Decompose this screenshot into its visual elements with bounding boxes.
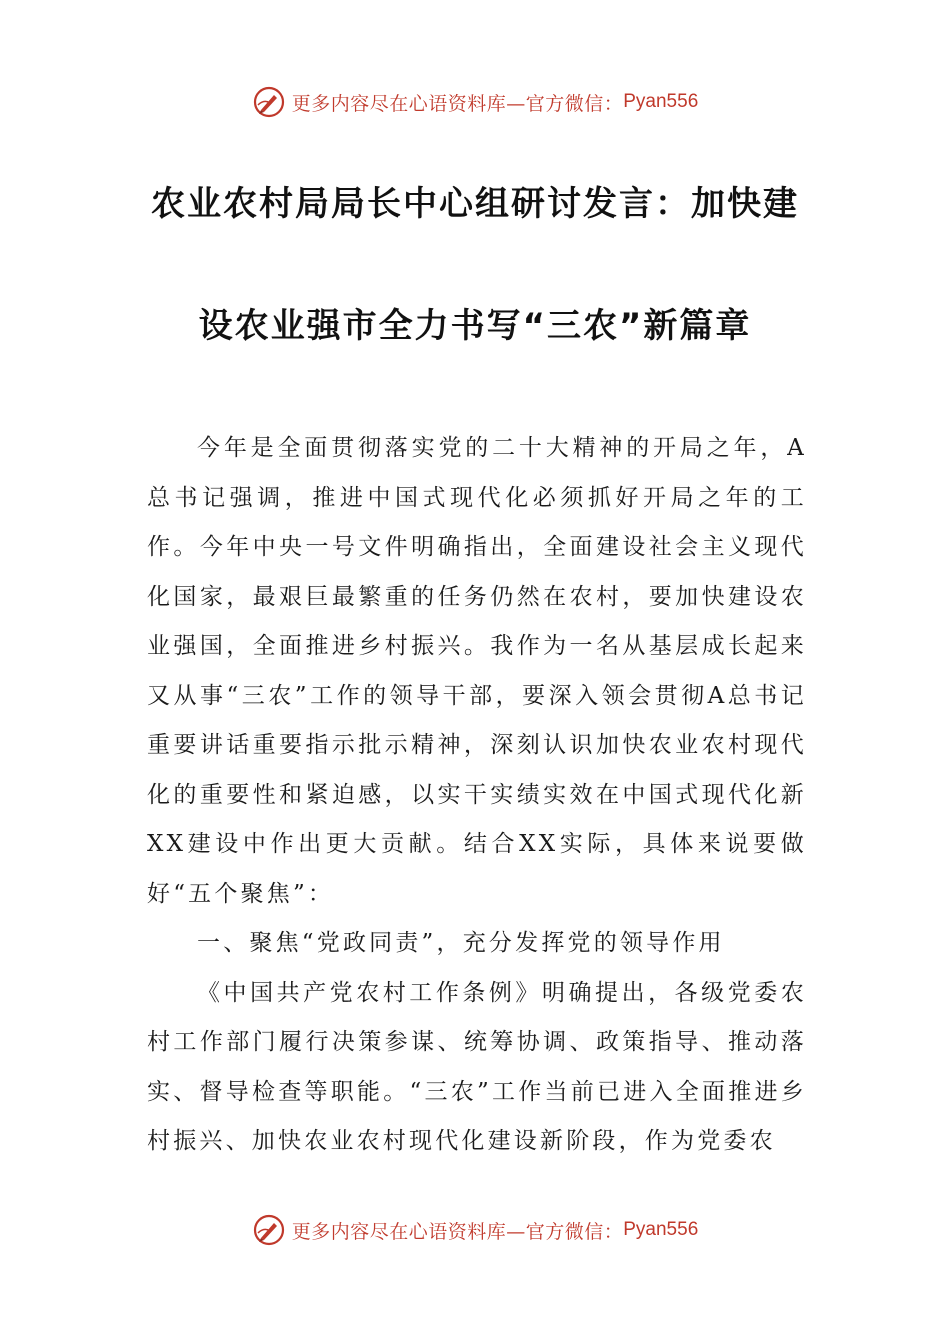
document-body [147, 424, 807, 1167]
watermark-wechat-id: Pyan556 [623, 1219, 699, 1240]
pen-logo-icon [252, 85, 286, 119]
header-watermark [0, 80, 950, 124]
section-heading-1: 一、聚焦“党政同责”，充分发挥党的领导作用 [197, 930, 725, 956]
watermark-text: 更多内容尽在心语资料库—官方微信： [291, 92, 624, 115]
watermark-text: 更多内容尽在心语资料库—官方微信： [291, 1220, 624, 1243]
document-title-line-1: 农业农村局局长中心组研讨发言：加快建 [151, 184, 799, 224]
paragraph-section-1: 《中国共产党农村工作条例》明确提出，各级党委农村工作部门履行决策参谋、统筹协调、政策指导、推动落实、督导检查等职能。“三农”工作当前已进入全面推进乡村振兴、加快农业农村现代化建设新阶段，作为党委农 [147, 979, 807, 1154]
footer-watermark [0, 1208, 950, 1252]
watermark-wechat-id: Pyan556 [623, 91, 699, 112]
document-title-line-2: 设农业强市全力书写“三农”新篇章 [198, 306, 752, 346]
pen-logo-icon [252, 1213, 286, 1247]
paragraph-intro: 今年是全面贯彻落实党的二十大精神的开局之年，A总书记强调，推进中国式现代化必须抓好开局之年的工作。今年中央一号文件明确指出，全面建设社会主义现代化国家，最艰巨最繁重的任务仍然在农村，要加快建设农业强国，全面推进乡村振兴。我作为一名从基层成长起来又从事“三农”工作的领导干部，要深入领会贯彻A总书记重要讲话重要指示批示精神，深刻认识加快农业农村现代化的重要性和紧迫感，以实干实绩实效在中国式现代化新XX建设中作出更大贡献。结合XX实际，具体来说要做好“五个聚焦”： [147, 435, 807, 907]
